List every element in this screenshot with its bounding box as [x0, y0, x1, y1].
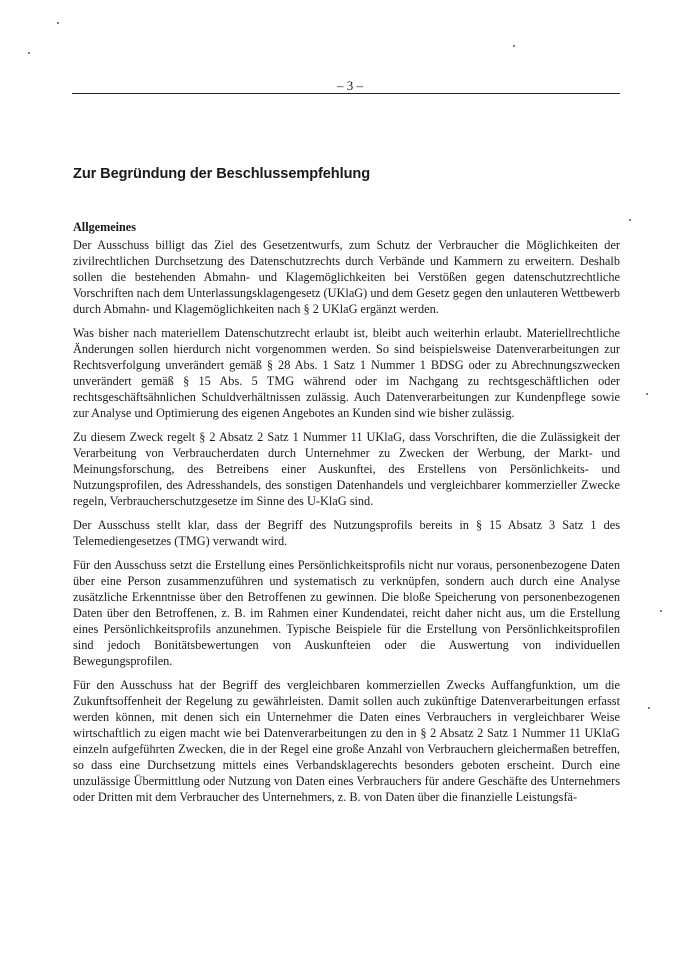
paragraph: Was bisher nach materiellem Datenschutzrecht erlaubt ist, bleibt auch weiterhin erlaubt. Materiellrechtliche Änderungen sollen hierdurch nicht vorgenommen werden. So sind beispielsweise Datenverarbeitungen zur Rechtsverfolgung unverändert gemäß § 28 Abs. 1 Satz 1 Nummer 1 BDSG oder zu Abrechnungszwecken unverändert gemäß § 15 Abs. 5 TMG während oder im Nachgang zu rechtsgeschäftlichen oder rechtsgeschäftsähnlichen Schuldverhältnissen zulässig. Auch Datenverarbeitungen zur Kundenpflege sowie zur Analyse und Optimierung des eigenen Angebotes an Kunden sind wie bisher zulässig. [73, 326, 620, 420]
scan-speck [629, 219, 631, 221]
scan-speck [646, 393, 648, 395]
scan-speck [57, 22, 59, 24]
body-text [73, 237, 620, 813]
paragraph: Für den Ausschuss setzt die Erstellung eines Persönlichkeitsprofils nicht nur voraus, personenbezogene Daten über eine Person zusammenzuführen und systematisch zu verknüpfen, sondern auch durch eine Analyse zusätzliche Erkenntnisse über den Betroffenen zu gewinnen. Die bloße Speicherung von personenbezogenen Daten über den Betroffenen, z. B. im Rahmen einer Kundendatei, reicht daher nicht aus, um die Erstellung eines Persönlichkeitsprofils anzunehmen. Typische Beispiele für die Erstellung von Persönlichkeitsprofilen sind jedoch Bonitätsbewertungen von Auskunfteien oder die Auswertung von individuellen Bewegungsprofilen. [73, 558, 620, 668]
page-number: – 3 – [337, 78, 363, 93]
scan-speck [513, 45, 515, 47]
scan-speck [660, 610, 662, 612]
paragraph: Der Ausschuss stellt klar, dass der Begriff des Nutzungsprofils bereits in § 15 Absatz 3 Satz 1 des Telemediengesetzes (TMG) verwandt wird. [73, 518, 620, 548]
scan-speck [28, 52, 30, 54]
header-rule [72, 93, 620, 94]
paragraph: Zu diesem Zweck regelt § 2 Absatz 2 Satz 1 Nummer 11 UKlaG, dass Vorschriften, die die Zulässigkeit der Verarbeitung von Verbraucherdaten durch Unternehmer zu Zwecken der Werbung, der Markt- und Meinungsforschung, des Betreibens einer Auskunftei, des Erstellens von Persönlichkeits- und Nutzungsprofilen, des Adresshandels, des sonstigen Datenhandels und vergleichbarer kommerzieller Zwecke regeln, Verbraucherschutzgesetze im Sinne des U-KlaG sind. [73, 430, 620, 508]
subsection-heading: Allgemeines [73, 220, 136, 234]
scan-speck [648, 707, 650, 709]
section-heading: Zur Begründung der Beschlussempfehlung [73, 166, 371, 182]
paragraph: Der Ausschuss billigt das Ziel des Gesetzentwurfs, zum Schutz der Verbraucher die Möglichkeiten der zivilrechtlichen Durchsetzung des Datenschutzrechts durch Verbände und Kammern zu erweitern. Deshalb sollen die bestehenden Abmahn- und Klagemöglichkeiten bei Verstößen gegen datenschutzrechtliche Vorschriften nach dem Unterlassungsklagengesetz (UKlaG) und dem Gesetz gegen den unlauteren Wettbewerb durch Abmahn- und Klagemöglichkeiten nach § 2 UKlaG ergänzt werden. [73, 238, 620, 316]
paragraph: Für den Ausschuss hat der Begriff des vergleichbaren kommerziellen Zwecks Auffangfunktion, um die Zukunftsoffenheit der Regelung zu gewährleisten. Damit sollen auch zukünftige Datenverarbeitungen erfasst werden können, mit denen sich ein Unternehmer die Daten eines Verbrauchers in vergleichbarer Weise wirtschaftlich zu eigen macht wie bei Datenverarbeitungen zu den in § 2 Absatz 2 Satz 1 Nummer 11 UKlaG einzeln aufgeführten Zwecken, die in der Regel eine große Anzahl von Verbrauchern gleichermaßen betreffen, so dass eine Durchsetzung mittels eines Verbandsklagerechts besonders geboten erscheint. Durch eine unzulässige Übermittlung oder Nutzung von Daten eines Verbrauchers für andere Geschäfte des Unternehmers oder Dritten mit dem Verbraucher des Unternehmers, z. B. von Daten über die finanzielle Leistungsfä- [73, 678, 620, 804]
